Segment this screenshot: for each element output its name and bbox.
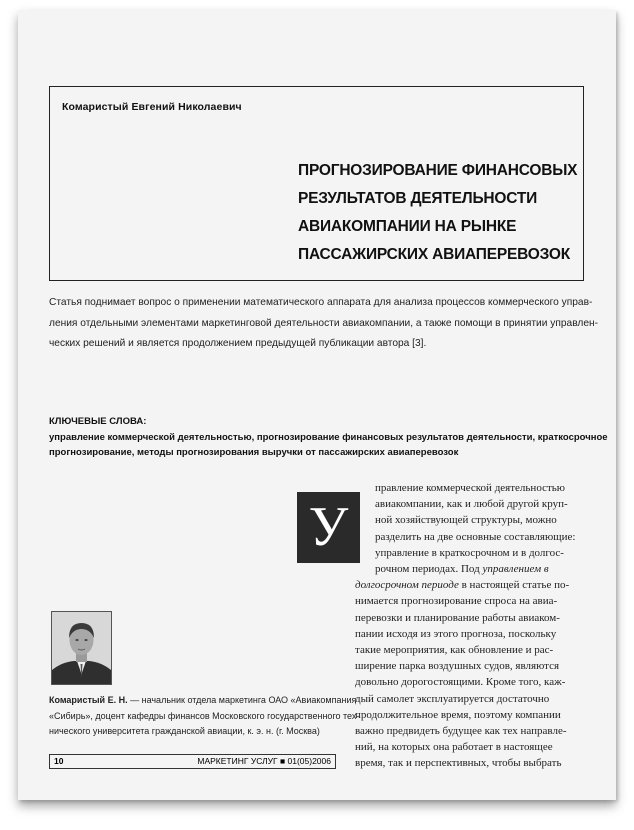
bio-line: «Сибирь», доцент кафедры финансов Московского государственного тех- [49,710,360,721]
bio-name: Комаристый Е. Н. [49,695,128,705]
body-line: довольно дорогостоящими. Кроме того, каж- [355,676,566,689]
article-title [298,157,578,269]
keywords-heading: КЛЮЧЕВЫЕ СЛОВА: [49,416,147,427]
abstract-line: ления отдельными элементами маркетинговой деятельности авиакомпании, а также помощи в принятии управлен- [49,317,598,329]
body-line: нимается прогнозирование спроса на авиа- [355,595,558,608]
page-number: 10 [54,756,64,766]
page-footer [49,754,336,769]
body-line: продолжительное время, поэтому компании [355,708,561,721]
bio-text-run: — начальник отдела маркетинга ОАО «Авиакомпания [127,695,357,705]
bio-line: нического университета гражданской авиации, к. э. н. (г. Москва) [49,726,320,736]
body-line: время, так и перспективных, чтобы выбрать [355,757,562,770]
keywords-line: прогнозирование, методы прогнозирования выручки от пассажирских авиаперевозок [49,447,459,458]
abstract-line: ческих решений и является продолжением предыдущей публикации автора [3]. [49,338,427,349]
body-line: ной хозяйствующей структуры, можно [375,514,557,527]
body-line: управление в краткосрочном и в долгос- [375,546,564,559]
body-line: правление коммерческой деятельностью [375,482,566,494]
body-line: ширение парка воздушных судов, являются [355,660,560,673]
abstract [49,293,598,355]
body-line: разделить на две основные составляющие: [375,530,576,543]
portrait-image [52,612,111,684]
title-line: ПРОГНОЗИРОВАНИЕ ФИНАНСОВЫХ [298,162,578,179]
body-text-run: рочном периодах. Под [375,563,483,576]
keywords-text [49,430,608,460]
abstract-line: Статья поднимает вопрос о применении математического аппарата для анализа процессов коммерческого управ- [49,297,593,308]
body-line: перевозки и планирование работы авиаком- [355,611,560,624]
body-line [355,577,583,593]
body-italic-run: долгосрочном периоде [355,579,459,592]
body-line: авиакомпании, как и любой другой круп- [375,498,568,511]
author-name: Комаристый Евгений Николаевич [62,101,242,113]
body-line: важно предвидеть будущее как тех направле- [355,725,567,738]
author-photo [51,611,112,685]
bio-line [49,693,357,709]
body-italic-run: управлением в [482,563,549,576]
body-column [355,480,583,772]
body-line [355,561,583,577]
keywords-line: управление коммерческой деятельностью, прогнозирование финансовых результатов деятельности, краткосрочное [49,432,608,443]
article-header-box [49,86,584,281]
body-line: пании исходя из этого прогноза, поскольку [355,627,557,640]
drop-cap: У [297,492,360,563]
title-line: ПАССАЖИРСКИХ АВИАПЕРЕВОЗОК [298,246,571,263]
body-text-run: в настоящей статье по- [458,579,570,592]
title-line: РЕЗУЛЬТАТОВ ДЕЯТЕЛЬНОСТИ [298,190,538,207]
author-bio [49,693,360,740]
journal-issue: МАРКЕТИНГ УСЛУГ ■ 01(05)2006 [197,756,331,766]
body-line: такие мероприятия, как обновление и рас- [355,644,554,657]
title-line: АВИАКОМПАНИИ НА РЫНКЕ [298,218,517,235]
body-line: дый самолет эксплуатируется достаточно [355,692,550,705]
journal-page [18,10,616,800]
body-line: ний, на которых она работает в настоящее [355,741,553,754]
